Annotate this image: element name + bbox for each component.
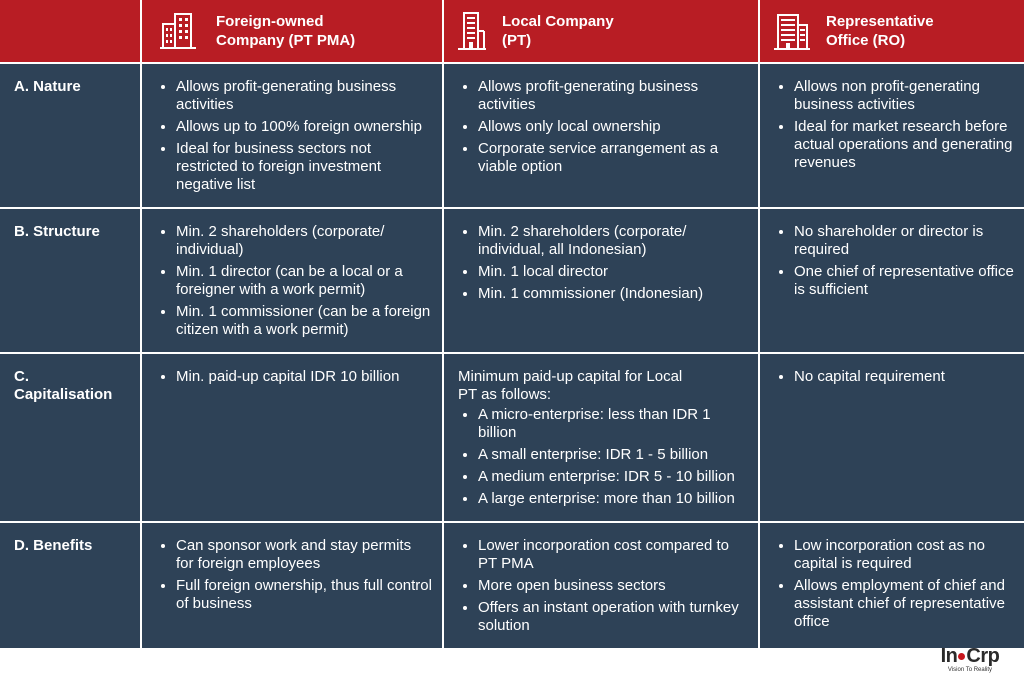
logo-tagline: Vision To Reality xyxy=(947,667,993,673)
cell-nature-pt xyxy=(444,64,758,207)
list-item: • Min. paid-up capital IDR 10 billion xyxy=(176,368,432,386)
list-item: • A large enterprise: more than 10 billion xyxy=(478,490,748,508)
header-ro-title: Representative Office (RO) xyxy=(826,13,934,49)
header-pt xyxy=(444,0,758,62)
capital-intro-text: Minimum paid-up capital for Local PT as follows: xyxy=(458,368,683,403)
list-item: • Min. 2 shareholders (corporate/ individual) xyxy=(176,223,432,259)
list-item: • A micro-enterprise: less than IDR 1 billion xyxy=(478,406,748,442)
list-item: • One chief of representative office is sufficient xyxy=(794,263,1020,299)
cell-benefits-ro xyxy=(760,523,1024,648)
list-item: • Min. 1 commissioner (Indonesian) xyxy=(478,285,748,303)
row-label-structure: B. Structure xyxy=(0,209,140,352)
cell-benefits-pma xyxy=(142,523,442,648)
list-item: • Allows up to 100% foreign ownership xyxy=(176,118,432,136)
list-item: • Ideal for business sectors not restricted to foreign investment negative list xyxy=(176,140,432,194)
tower-icon xyxy=(458,11,486,51)
cell-capitalisation-ro xyxy=(760,354,1024,521)
cell-structure-pt xyxy=(444,209,758,352)
cell-structure-pma xyxy=(142,209,442,352)
building-icon xyxy=(160,12,196,50)
row-label-capitalisation: C. Capitalisation xyxy=(0,354,140,521)
header-pt-title: Local Company (PT) xyxy=(502,13,614,49)
logo-wordmark: In Crp xyxy=(940,645,1000,667)
list-item: • Min. 2 shareholders (corporate/ individual, all Indonesian) xyxy=(478,223,748,259)
header-pma xyxy=(142,0,442,62)
header-corner xyxy=(0,0,140,62)
list-item: • Allows profit-generating business activities xyxy=(176,78,432,114)
cell-structure-ro xyxy=(760,209,1024,352)
cell-nature-pma xyxy=(142,64,442,207)
list-item: • A medium enterprise: IDR 5 - 10 billion xyxy=(478,468,748,486)
list-item: • A small enterprise: IDR 1 - 5 billion xyxy=(478,446,748,464)
header-pma-title: Foreign-owned Company (PT PMA) xyxy=(216,13,356,49)
list-item: • No capital requirement xyxy=(794,368,1020,386)
cell-capitalisation-pt xyxy=(444,354,758,521)
cell-nature-ro xyxy=(760,64,1024,207)
row-label-nature: A. Nature xyxy=(0,64,140,207)
list-item: • Min. 1 commissioner (can be a foreign citizen with a work permit) xyxy=(176,303,432,339)
list-item: • Min. 1 local director xyxy=(478,263,748,281)
header-ro xyxy=(760,0,1024,62)
list-item: • Low incorporation cost as no capital is required xyxy=(794,537,1020,573)
list-item: • Allows only local ownership xyxy=(478,118,748,136)
list-item: • Allows profit-generating business activities xyxy=(478,78,748,114)
incorp-logo xyxy=(930,646,1010,673)
list-item: • Offers an instant operation with turnkey solution xyxy=(478,599,748,635)
list-item: • Ideal for market research before actual operations and generating revenues xyxy=(794,118,1020,172)
list-item: • More open business sectors xyxy=(478,577,748,595)
list-item: • Corporate service arrangement as a viable option xyxy=(478,140,748,176)
office-building-icon xyxy=(774,11,810,51)
row-label-benefits: D. Benefits xyxy=(0,523,140,648)
logo-dot xyxy=(958,653,965,660)
list-item: • Lower incorporation cost compared to PT PMA xyxy=(478,537,748,573)
list-item: • Full foreign ownership, thus full control of business xyxy=(176,577,432,613)
cell-benefits-pt xyxy=(444,523,758,648)
list-item: • Min. 1 director (can be a local or a foreigner with a work permit) xyxy=(176,263,432,299)
list-item: • Can sponsor work and stay permits for foreign employees xyxy=(176,537,432,573)
list-item: • Allows employment of chief and assistant chief of representative office xyxy=(794,577,1020,631)
cell-capitalisation-pma xyxy=(142,354,442,521)
list-item: • No shareholder or director is required xyxy=(794,223,1020,259)
list-item: • Allows non profit-generating business activities xyxy=(794,78,1020,114)
